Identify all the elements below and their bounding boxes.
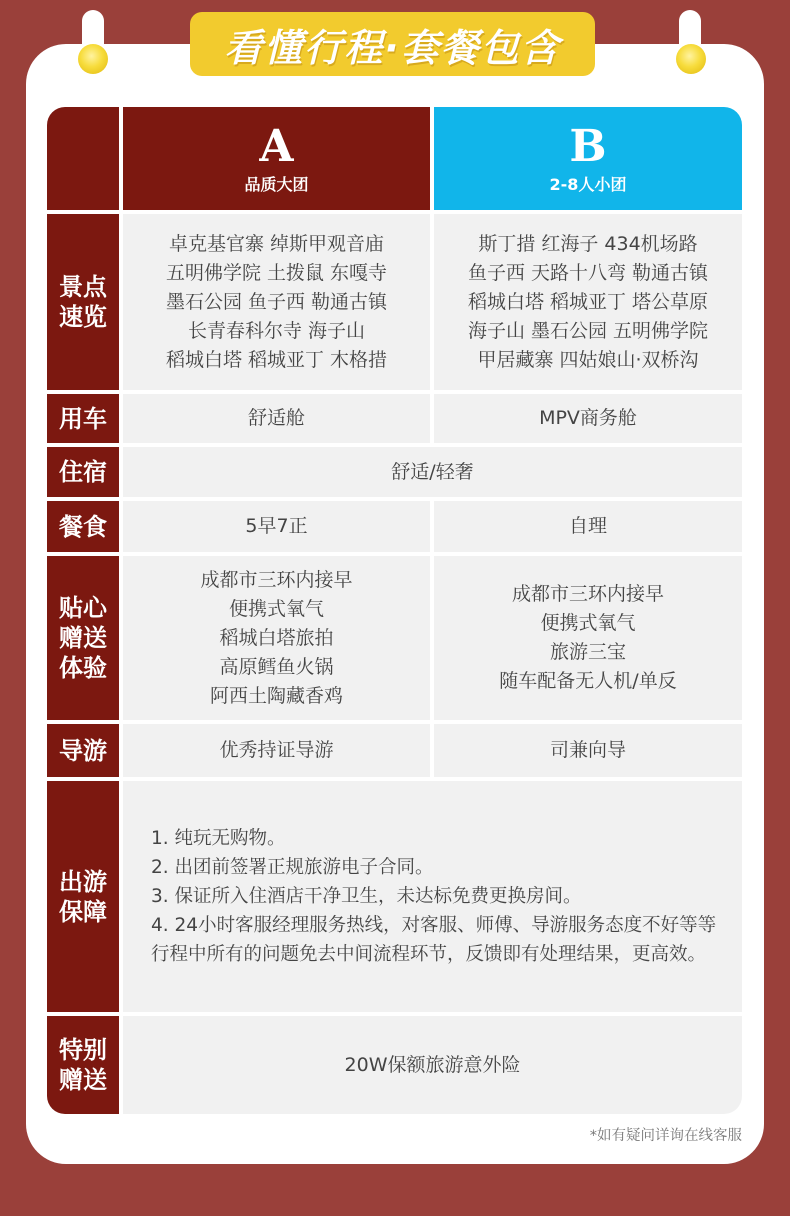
meals-a: 5早7正 [123,501,430,552]
guarantee-list [123,781,742,1012]
sights-a-line: 墨石公园 鱼子西 勒通古镇 [165,290,388,313]
gifts-a-line: 阿西土陶藏香鸡 [209,684,343,707]
vehicle-b: MPV商务舱 [434,394,742,443]
row-label-lodging: 住宿 [47,447,119,497]
gifts-b-line: 成都市三环内接早 [511,583,664,605]
left-ring-hole [78,44,108,74]
package-b-subtitle: 2-8人小团 [549,174,627,194]
row-label-guide: 导游 [47,724,119,777]
row-label-guarantee: 出游保障 [47,781,119,1012]
gifts-b-line: 便携式氧气 [540,612,636,634]
meals-b: 自理 [434,501,742,552]
row-label-meals: 餐食 [47,501,119,552]
guarantee-item: 4. 24小时客服经理服务热线，对客服、师傅、导游服务态度不好等等行程中所有的问题免去中间流程环节，反馈即有处理结果，更高效。 [151,915,717,965]
package-a-subtitle: 品质大团 [244,174,309,194]
package-comparison-table [47,107,742,1114]
gifts-b-line: 随车配备无人机/单反 [499,670,677,692]
sights-a-line: 长青春科尔寺 海子山 [187,319,366,342]
guarantee-item: 2. 出团前签署正规旅游电子合同。 [151,857,434,878]
guarantee-item: 3. 保证所入住酒店干净卫生，未达标免费更换房间。 [151,886,582,907]
gifts-a [123,556,430,720]
package-a-header [123,107,430,210]
header-corner [47,107,119,210]
sights-b [434,214,742,390]
sights-b-line: 海子山 墨石公园 五明佛学院 [467,319,709,342]
special-value: 20W保额旅游意外险 [123,1016,742,1114]
row-label-vehicle: 用车 [47,394,119,443]
row-label-special: 特别赠送 [47,1016,119,1114]
gifts-a-line: 高原鳕鱼火锅 [219,655,334,678]
gifts-a-line: 稻城白塔旅拍 [219,626,334,649]
gifts-a-line: 成都市三环内接早 [200,568,353,591]
gifts-a-line: 便携式氧气 [228,597,324,620]
sights-a-line: 五明佛学院 土拨鼠 东嘎寺 [165,261,388,284]
gifts-b [434,556,742,720]
row-label-sights: 景点速览 [47,214,119,390]
sights-a-line: 卓克基官寨 绰斯甲观音庙 [168,232,385,255]
page-title: 看懂行程·套餐包含 [190,12,595,76]
row-label-gifts: 贴心赠送体验 [47,556,119,720]
package-a-letter: A [259,120,294,172]
package-b-header [434,107,742,210]
sights-a-line: 稻城白塔 稻城亚丁 木格措 [165,348,388,371]
vehicle-a: 舒适舱 [123,394,430,443]
lodging-value: 舒适/轻奢 [123,447,742,497]
right-ring-hole [676,44,706,74]
sights-b-line: 甲居藏寨 四姑娘山·双桥沟 [477,348,699,371]
guide-a: 优秀持证导游 [123,724,430,777]
package-b-letter: B [569,120,607,172]
sights-b-line: 鱼子西 天路十八弯 勒通古镇 [467,261,709,284]
guide-b: 司兼向导 [434,724,742,777]
sights-b-line: 稻城白塔 稻城亚丁 塔公草原 [467,290,709,313]
sights-b-line: 斯丁措 红海子 434机场路 [478,232,698,255]
footer-note: *如有疑问详询在线客服 [589,1128,742,1144]
guarantee-item: 1. 纯玩无购物。 [151,828,286,849]
sights-a [123,214,430,390]
gifts-b-line: 旅游三宝 [549,641,626,663]
